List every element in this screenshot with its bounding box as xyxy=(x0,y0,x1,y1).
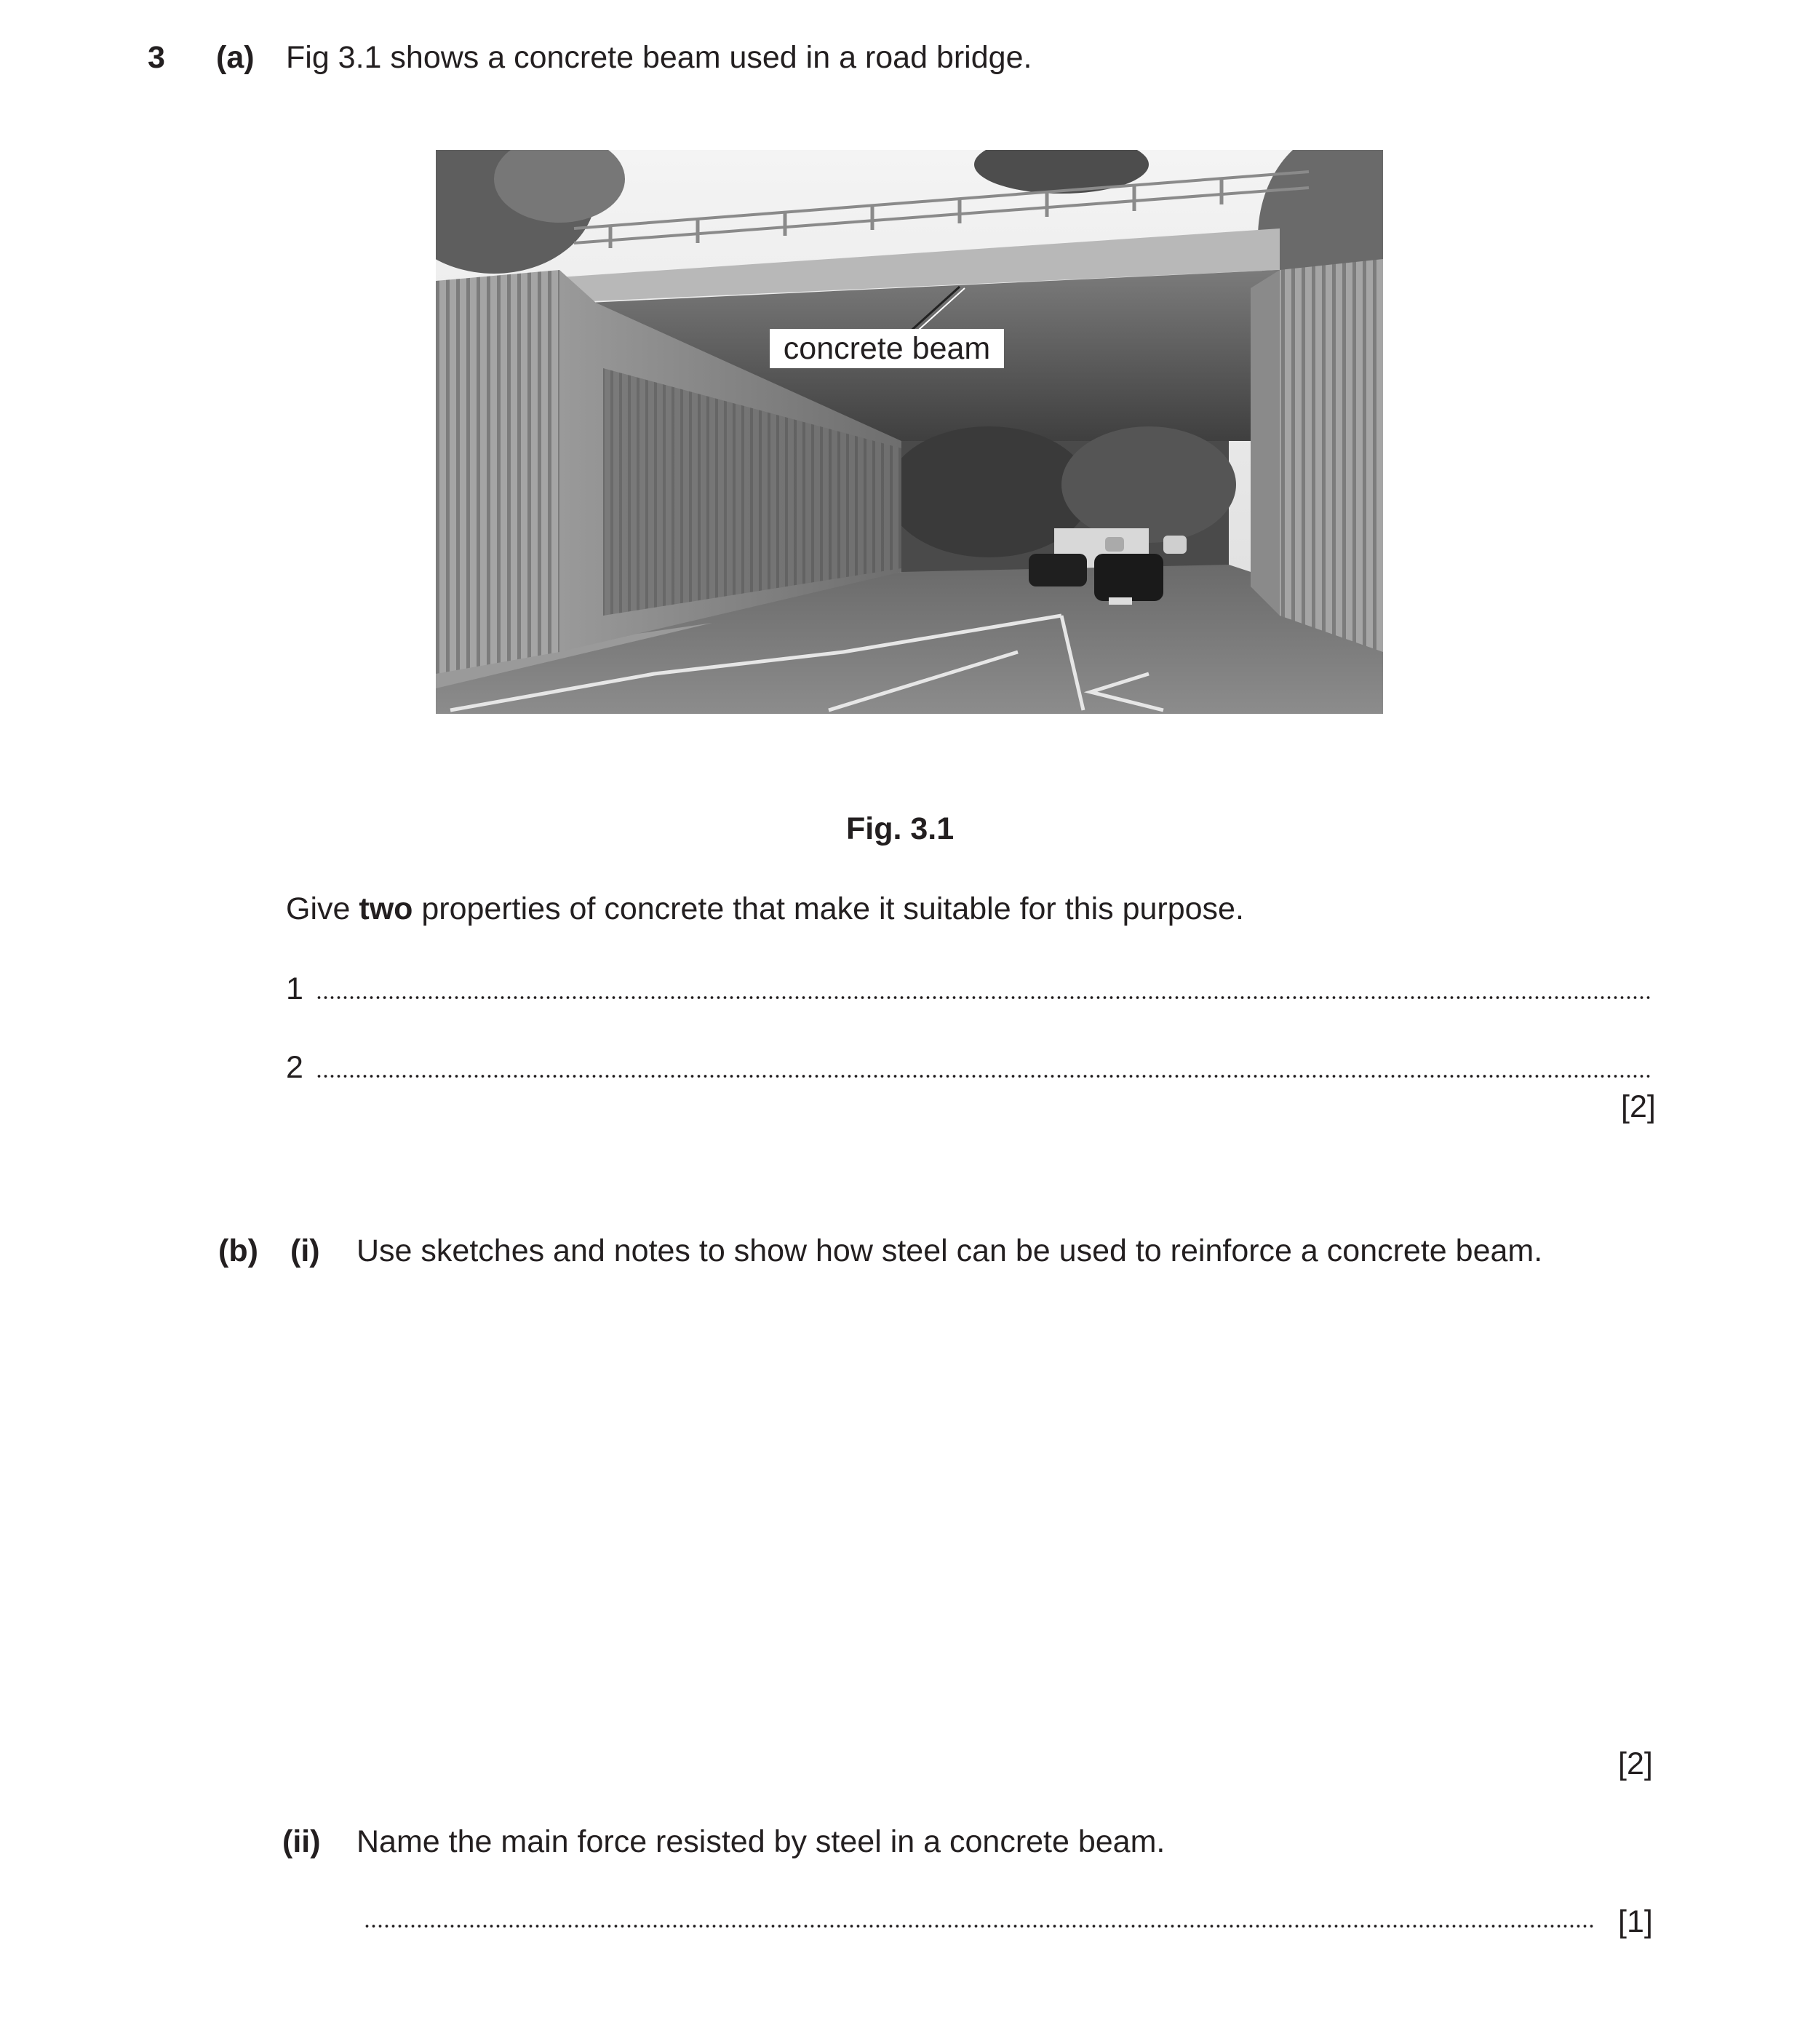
part-a-prompt: Give two properties of concrete that make it suitable for this purpose. xyxy=(286,891,1244,926)
sub-i-label: (i) xyxy=(290,1233,320,1268)
sub-ii-label: (ii) xyxy=(282,1824,321,1859)
answer-1-label: 1 xyxy=(286,971,303,1006)
sub-ii-marks: [1] xyxy=(1618,1904,1653,1939)
figure-label: concrete beam xyxy=(783,331,991,366)
sub-i-text: Use sketches and notes to show how steel can be used to reinforce a concrete beam. xyxy=(356,1233,1543,1268)
part-a-intro: Fig 3.1 shows a concrete beam used in a road bridge. xyxy=(286,40,1032,75)
part-a-label: (a) xyxy=(216,40,255,75)
figure-caption: Fig. 3.1 xyxy=(846,811,955,846)
sketch-area[interactable] xyxy=(356,1281,1651,1725)
answer-line-2[interactable] xyxy=(316,1074,1651,1078)
answer-line-force[interactable] xyxy=(364,1924,1596,1928)
question-number: 3 xyxy=(148,40,165,75)
answer-line-1[interactable] xyxy=(316,995,1651,1000)
part-a-marks: [2] xyxy=(1621,1089,1656,1124)
answer-2-label: 2 xyxy=(286,1050,303,1085)
sub-i-marks: [2] xyxy=(1618,1746,1653,1781)
emphasis-two: two xyxy=(359,891,413,926)
bridge-photo xyxy=(436,150,1383,714)
sub-ii-text: Name the main force resisted by steel in a concrete beam. xyxy=(356,1824,1166,1859)
part-b-label: (b) xyxy=(218,1233,258,1268)
